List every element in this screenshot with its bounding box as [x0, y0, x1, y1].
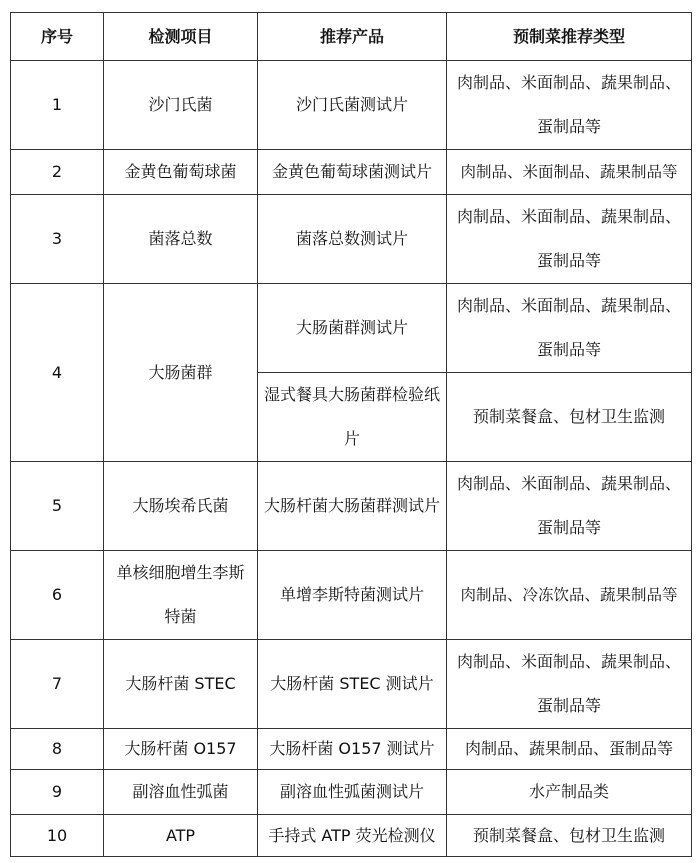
cell-item: 大肠埃希氏菌 [104, 462, 258, 551]
cell-no: 6 [11, 551, 104, 640]
table-row [11, 640, 692, 729]
cell-product: 大肠杆菌大肠菌群测试片 [258, 462, 447, 551]
header-type: 预制菜推荐类型 [447, 13, 692, 61]
table-row [11, 770, 692, 815]
cell-product: 菌落总数测试片 [258, 195, 447, 284]
cell-type: 肉制品、蔬果制品、蛋制品等 [447, 729, 692, 770]
cell-type: 肉制品、米面制品、蔬果制品、蛋制品等 [447, 284, 692, 373]
cell-no: 10 [11, 815, 104, 857]
cell-product: 单增李斯特菌测试片 [258, 551, 447, 640]
cell-no: 5 [11, 462, 104, 551]
cell-product: 沙门氏菌测试片 [258, 61, 447, 150]
cell-product: 大肠杆菌 O157 测试片 [258, 729, 447, 770]
cell-type: 肉制品、米面制品、蔬果制品、蛋制品等 [447, 462, 692, 551]
cell-no: 8 [11, 729, 104, 770]
cell-item: 菌落总数 [104, 195, 258, 284]
cell-item: 大肠杆菌 O157 [104, 729, 258, 770]
cell-product: 大肠菌群测试片 [258, 284, 447, 373]
table-row [11, 815, 692, 857]
cell-no: 9 [11, 770, 104, 815]
cell-item: 金黄色葡萄球菌 [104, 150, 258, 195]
cell-item: 沙门氏菌 [104, 61, 258, 150]
table-row [11, 551, 692, 640]
table-row [11, 729, 692, 770]
recommendation-table [10, 12, 692, 857]
cell-item: ATP [104, 815, 258, 857]
cell-product: 副溶血性弧菌测试片 [258, 770, 447, 815]
table-row [11, 61, 692, 150]
header-no: 序号 [11, 13, 104, 61]
table-row [11, 284, 692, 373]
table-row [11, 150, 692, 195]
cell-item: 大肠菌群 [104, 284, 258, 462]
cell-item: 单核细胞增生李斯特菌 [104, 551, 258, 640]
cell-product: 手持式 ATP 荧光检测仪 [258, 815, 447, 857]
cell-product: 金黄色葡萄球菌测试片 [258, 150, 447, 195]
cell-product: 湿式餐具大肠菌群检验纸片 [258, 373, 447, 462]
cell-no: 1 [11, 61, 104, 150]
cell-item: 大肠杆菌 STEC [104, 640, 258, 729]
table-row [11, 462, 692, 551]
cell-type: 预制菜餐盒、包材卫生监测 [447, 373, 692, 462]
cell-type: 肉制品、米面制品、蔬果制品、蛋制品等 [447, 195, 692, 284]
cell-type: 预制菜餐盒、包材卫生监测 [447, 815, 692, 857]
cell-no: 4 [11, 284, 104, 462]
cell-type: 水产制品类 [447, 770, 692, 815]
cell-type: 肉制品、冷冻饮品、蔬果制品等 [447, 551, 692, 640]
cell-type: 肉制品、米面制品、蔬果制品等 [447, 150, 692, 195]
cell-product: 大肠杆菌 STEC 测试片 [258, 640, 447, 729]
header-product: 推荐产品 [258, 13, 447, 61]
table-row [11, 195, 692, 284]
cell-type: 肉制品、米面制品、蔬果制品、蛋制品等 [447, 640, 692, 729]
cell-no: 2 [11, 150, 104, 195]
cell-type: 肉制品、米面制品、蔬果制品、蛋制品等 [447, 61, 692, 150]
cell-no: 3 [11, 195, 104, 284]
header-row [11, 13, 692, 61]
cell-no: 7 [11, 640, 104, 729]
header-item: 检测项目 [104, 13, 258, 61]
cell-item: 副溶血性弧菌 [104, 770, 258, 815]
